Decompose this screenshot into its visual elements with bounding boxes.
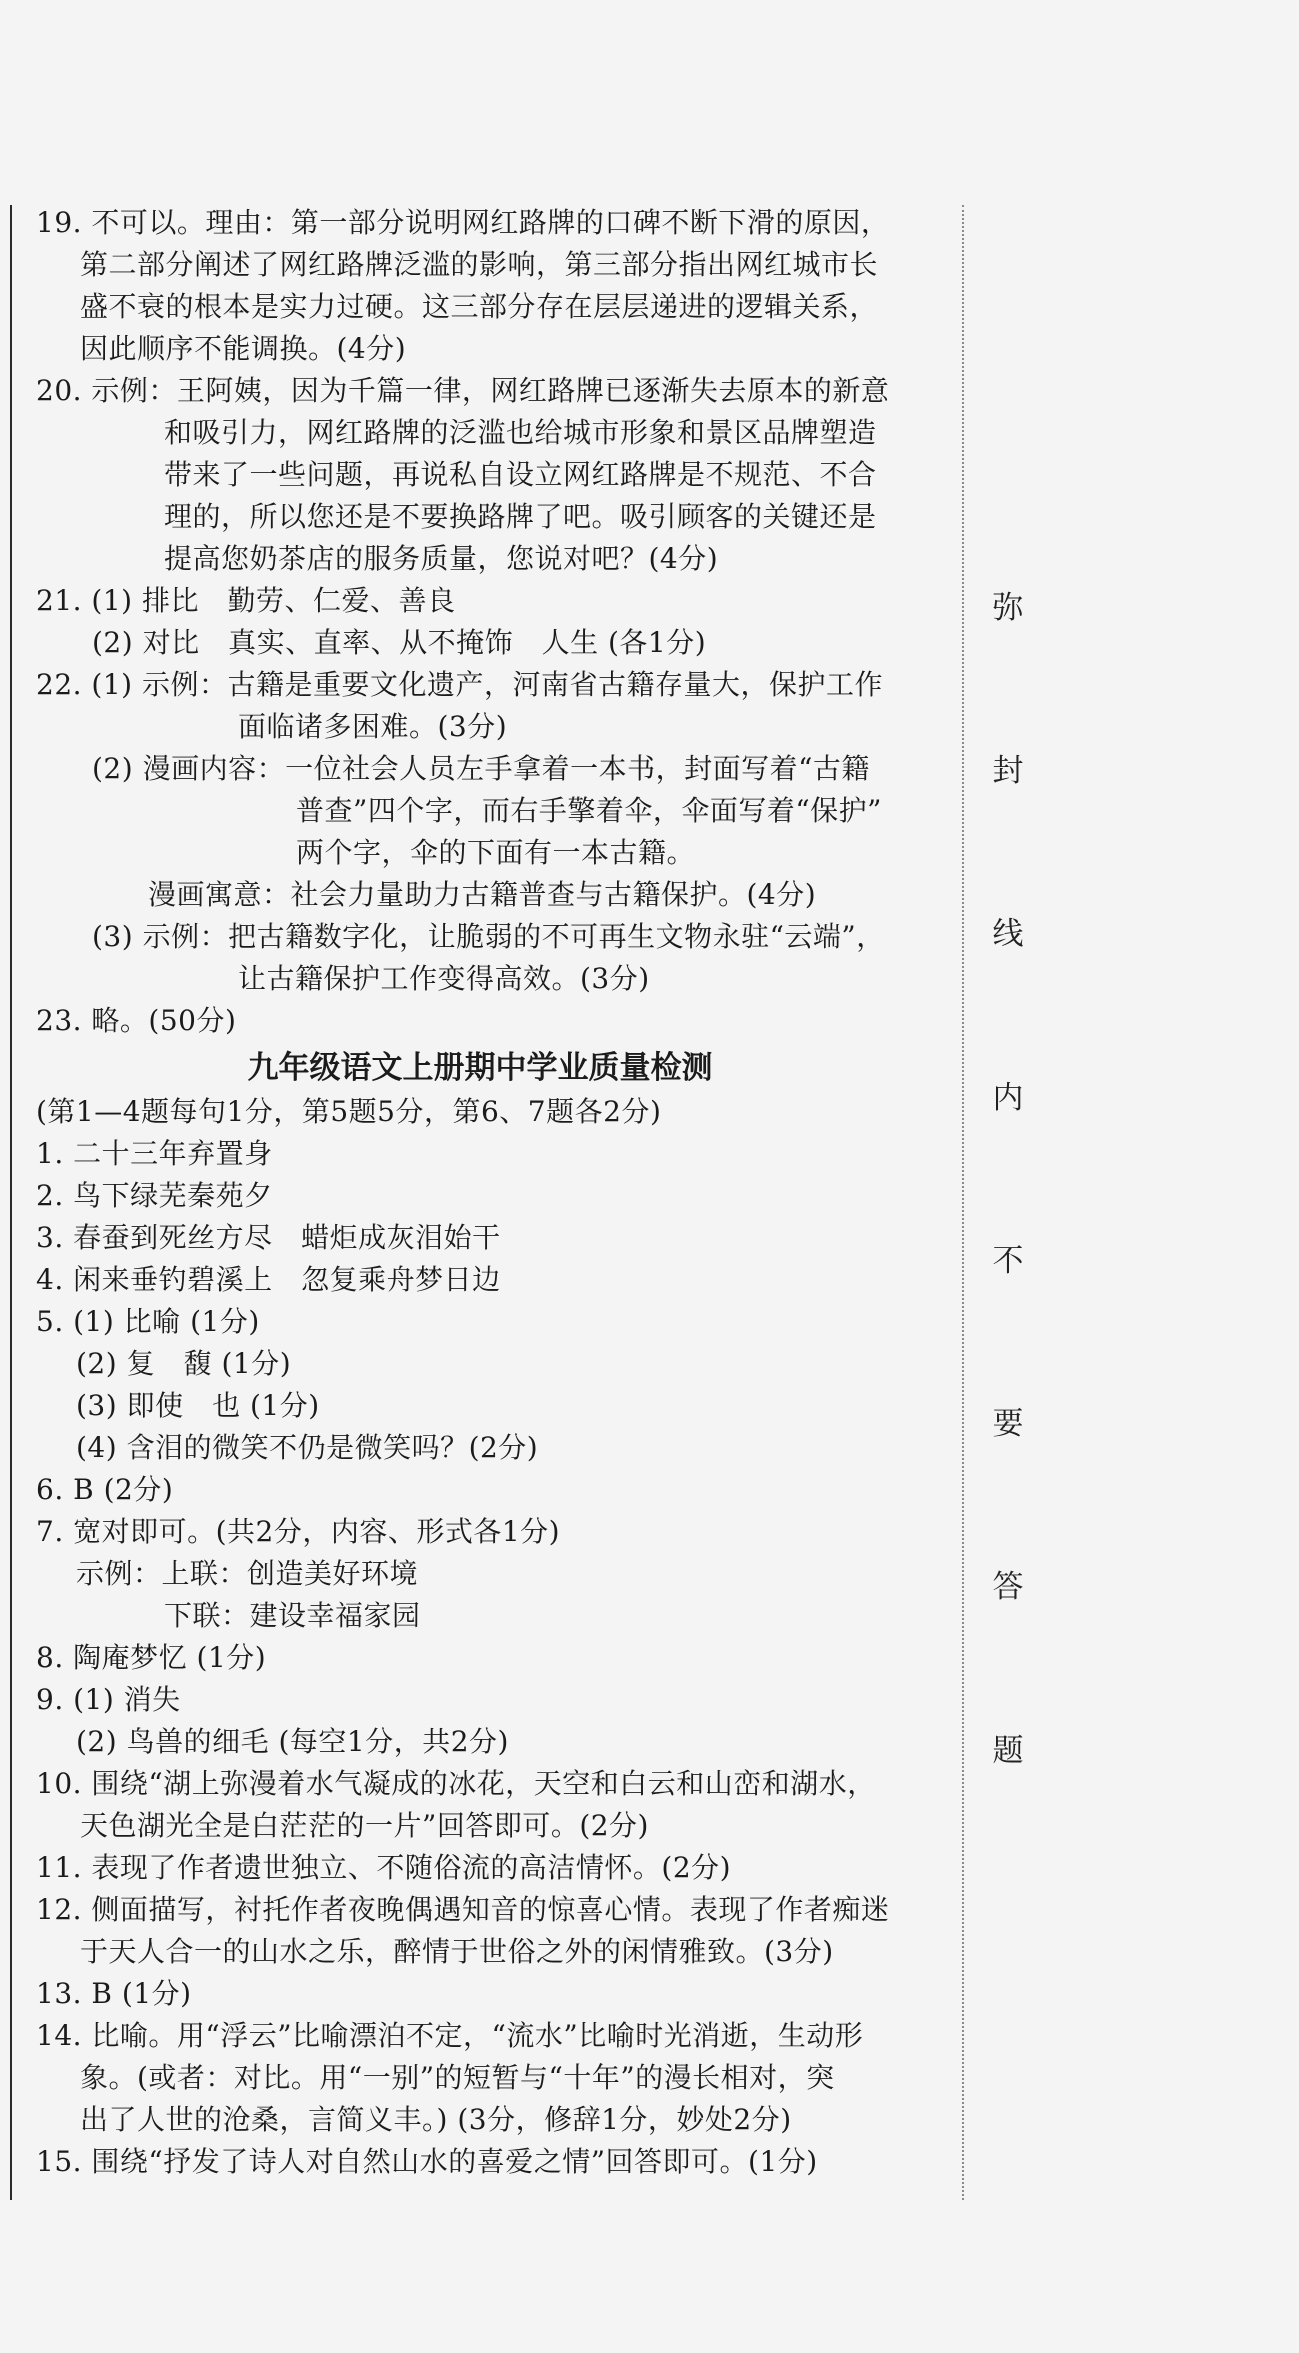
seal-dotted-line <box>962 205 964 2200</box>
seal-char: 封 <box>992 753 1024 789</box>
answer-line: 15. 围绕“抒发了诗人对自然山水的喜爱之情”回答即可。(1分) <box>36 2145 818 2178</box>
answer-line: 11. 表现了作者遗世独立、不随俗流的高洁情怀。(2分) <box>36 1851 732 1884</box>
answer-line: 示例：上联：创造美好环境 <box>76 1557 419 1590</box>
answer-line: (2) 漫画内容：一位社会人员左手拿着一本书，封面写着“古籍 <box>92 752 870 785</box>
answer-line: 1. 二十三年弃置身 <box>36 1137 273 1170</box>
answer-line: 2. 鸟下绿芜秦苑夕 <box>36 1179 273 1212</box>
answer-line: 和吸引力，网红路牌的泛滥也给城市形象和景区品牌塑造 <box>164 416 877 449</box>
answer-line: 让古籍保护工作变得高效。(3分) <box>238 962 650 995</box>
answer-line: 23. 略。(50分) <box>36 1004 237 1037</box>
answer-line: 象。(或者：对比。用“一别”的短暂与“十年”的漫长相对，突 <box>80 2061 835 2094</box>
answer-line: 22. (1) 示例：古籍是重要文化遗产，河南省古籍存量大，保护工作 <box>36 668 883 701</box>
section-title: 九年级语文上册期中学业质量检测 <box>247 1050 713 1086</box>
answer-line: 7. 宽对即可。(共2分，内容、形式各1分) <box>36 1515 561 1548</box>
answer-line: (2) 鸟兽的细毛 (每空1分，共2分) <box>76 1725 509 1758</box>
answer-line: 20. 示例：王阿姨，因为千篇一律，网红路牌已逐渐失去原本的新意 <box>36 374 890 407</box>
answer-line: 14. 比喻。用“浮云”比喻漂泊不定，“流水”比喻时光消逝，生动形 <box>36 2019 864 2052</box>
answer-line: 普查”四个字，而右手擎着伞，伞面写着“保护” <box>296 794 882 827</box>
answer-line: 于天人合一的山水之乐，醉情于世俗之外的闲情雅致。(3分) <box>80 1935 834 1968</box>
answer-line: 理的，所以您还是不要换路牌了吧。吸引顾客的关键还是 <box>164 500 877 533</box>
answer-line: 3. 春蚕到死丝方尽 蜡炬成灰泪始干 <box>36 1221 501 1254</box>
seal-char: 线 <box>992 916 1024 952</box>
answer-line: 出了人世的沧桑，言简义丰。) (3分，修辞1分，妙处2分) <box>80 2103 792 2136</box>
answer-line: 带来了一些问题，再说私自设立网红路牌是不规范、不合 <box>164 458 877 491</box>
left-margin-rule <box>10 205 12 2200</box>
answer-line: 21. (1) 排比 勤劳、仁爱、善良 <box>36 584 456 617</box>
seal-char: 要 <box>992 1406 1024 1442</box>
answer-line: (2) 对比 真实、直率、从不掩饰 人生 (各1分) <box>92 626 707 659</box>
answer-line: 因此顺序不能调换。(4分) <box>80 332 407 365</box>
answer-line: (3) 即使 也 (1分) <box>76 1389 320 1422</box>
answer-line: (4) 含泪的微笑不仍是微笑吗？(2分) <box>76 1431 539 1464</box>
answer-line: 提高您奶茶店的服务质量，您说对吧？(4分) <box>164 542 719 575</box>
answer-line: 19. 不可以。理由：第一部分说明网红路牌的口碑不断下滑的原因， <box>36 206 890 239</box>
answer-line: (2) 复 馥 (1分) <box>76 1347 292 1380</box>
answer-line: (3) 示例：把古籍数字化，让脆弱的不可再生文物永驻“云端”， <box>92 920 885 953</box>
answer-line: 5. (1) 比喻 (1分) <box>36 1305 260 1338</box>
answer-line: 第二部分阐述了网红路牌泛滥的影响，第三部分指出网红城市长 <box>80 248 879 281</box>
answer-line: 4. 闲来垂钓碧溪上 忽复乘舟梦日边 <box>36 1263 501 1296</box>
seal-char: 弥 <box>992 590 1024 626</box>
answer-line: 漫画寓意：社会力量助力古籍普查与古籍保护。(4分) <box>148 878 817 911</box>
answer-line: 9. (1) 消失 <box>36 1683 181 1716</box>
answer-line: 天色湖光全是白茫茫的一片”回答即可。(2分) <box>80 1809 649 1842</box>
answer-line: (第1—4题每句1分，第5题5分，第6、7题各2分) <box>36 1095 662 1128</box>
answer-line: 面临诸多困难。(3分) <box>238 710 508 743</box>
seal-char: 答 <box>992 1569 1024 1605</box>
seal-char: 不 <box>992 1243 1024 1279</box>
answer-line: 下联：建设幸福家园 <box>164 1599 421 1632</box>
seal-char: 内 <box>992 1080 1024 1116</box>
answer-line: 12. 侧面描写，衬托作者夜晚偶遇知音的惊喜心情。表现了作者痴迷 <box>36 1893 890 1926</box>
answer-line: 8. 陶庵梦忆 (1分) <box>36 1641 267 1674</box>
answer-line: 13. B (1分) <box>36 1977 192 2010</box>
answer-line: 盛不衰的根本是实力过硬。这三部分存在层层递进的逻辑关系， <box>80 290 879 323</box>
answer-line: 10. 围绕“湖上弥漫着水气凝成的冰花，天空和白云和山峦和湖水， <box>36 1767 876 1800</box>
answer-line: 6. B (2分) <box>36 1473 174 1506</box>
seal-char: 题 <box>992 1733 1024 1769</box>
answer-line: 两个字，伞的下面有一本古籍。 <box>296 836 696 869</box>
